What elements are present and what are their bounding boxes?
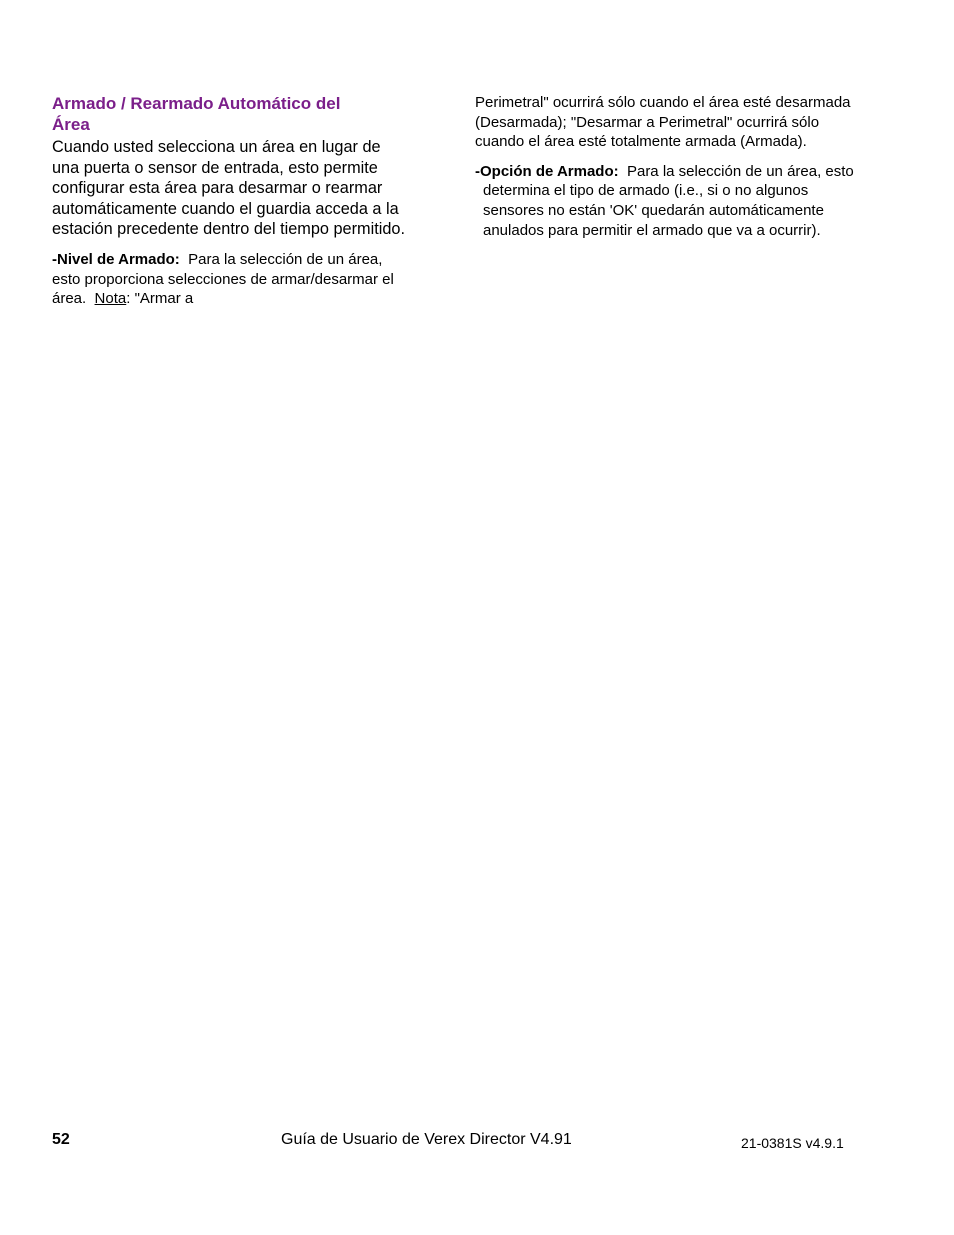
document-code: 21-0381S v4.9.1: [741, 1135, 844, 1151]
bullet-dash: -: [475, 162, 480, 180]
intro-paragraph: Cuando usted selecciona un área en lugar de una puerta o sensor de entrada, esto permite configurar esta área para desarmar o rearmar automáticamente cuando el guardia acceda a la estación precedente dentro del tiempo permitido.: [52, 138, 405, 239]
nivel-de-armado-text: Para la selección de un área, esto proporciona selecciones de armar/desarmar el área.: [52, 250, 394, 308]
page-number: 52: [52, 1131, 70, 1148]
section-heading-line2: Área: [52, 115, 90, 134]
opcion-de-armado-term: Opción de Armado:: [480, 162, 619, 180]
right-column: [475, 93, 855, 240]
note-label: Nota: [94, 290, 127, 308]
nivel-de-armado-item: [52, 250, 412, 309]
section-heading-line1: Armado / Rearmado Automático del: [52, 94, 341, 113]
bullet-dash: -: [52, 250, 57, 268]
continuation-paragraph: Perimetral" ocurrirá sólo cuando el área esté desarmada (Desarmada); "Desarmar a Perimetral" ocurrirá sólo cuando el área esté totalmente armada (Armada).: [475, 94, 851, 151]
nivel-de-armado-term: Nivel de Armado:: [57, 250, 180, 268]
document-title: Guía de Usuario de Verex Director V4.91: [281, 1131, 572, 1148]
left-column: [52, 93, 412, 309]
note-text: : "Armar a: [126, 290, 194, 308]
opcion-de-armado-item: [475, 162, 855, 240]
section-heading: [52, 93, 412, 135]
opcion-de-armado-text: Para la selección de un área, esto determina el tipo de armado (i.e., si o no algunos sensores no están 'OK' quedarán automáticamente anulados para permitir el armado que va a ocurrir).: [483, 162, 854, 239]
